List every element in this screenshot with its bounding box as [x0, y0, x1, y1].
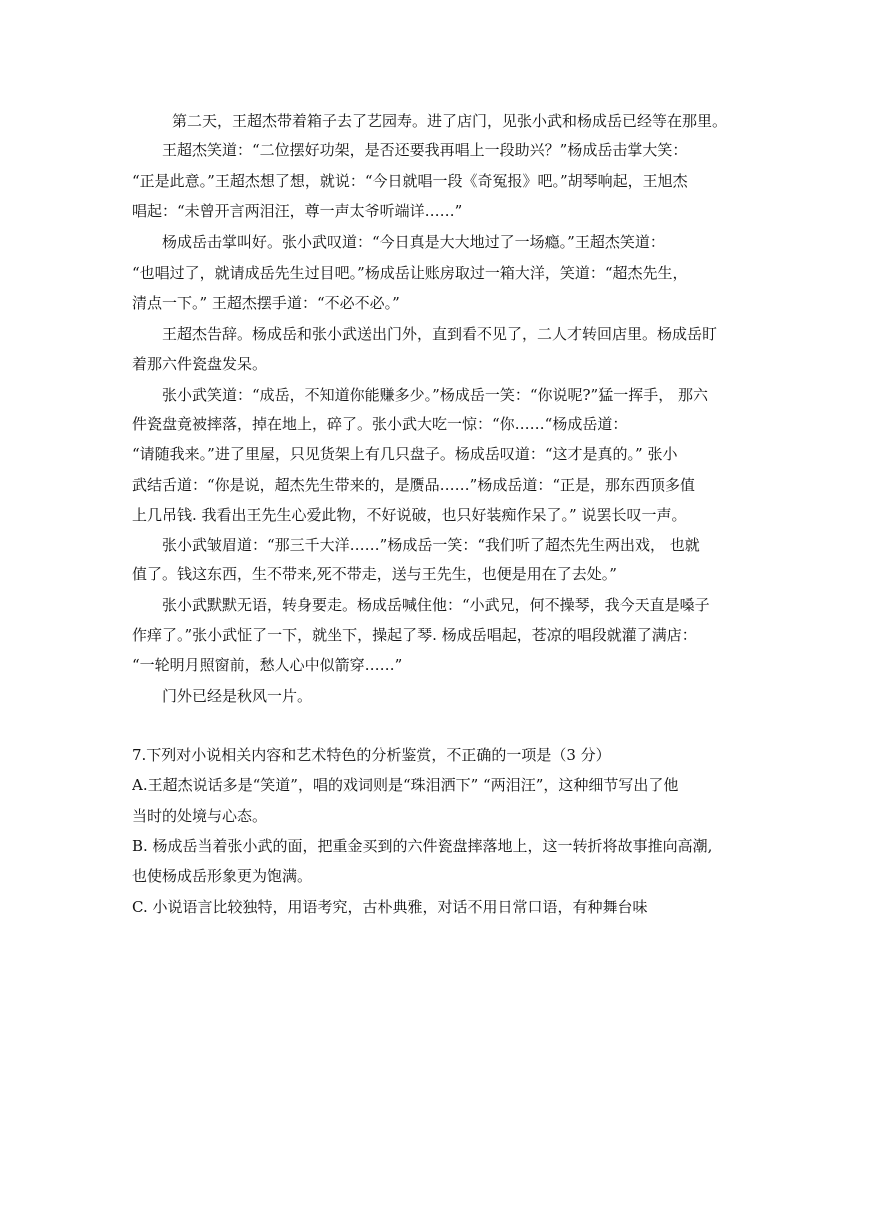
passage-line: 清点一下。” 王超杰摆手道：“不必不必。”	[132, 294, 400, 312]
option-b-continuation: 也使杨成岳形象更为饱满。	[132, 867, 313, 885]
passage-line: 张小武皱眉道：“那三千大洋……”杨成岳一笑：“我们听了超杰先生两出戏， 也就	[162, 536, 700, 554]
question-stem: 7.下列对小说相关内容和艺术特色的分析鉴赏，不正确的一项是（3 分）	[132, 746, 611, 764]
passage-line: 门外已经是秋风一片。	[162, 687, 313, 705]
option-c: C. 小说语言比较独特，用语考究，古朴典雅，对话不用日常口语，有种舞台味	[132, 898, 648, 916]
passage-line: 唱起：“未曾开言两泪汪，尊一声太爷听端详……”	[132, 202, 463, 220]
passage-line: 第二天，王超杰带着箱子去了艺园寿。进了店门，见张小武和杨成岳已经等在那里。	[172, 112, 728, 130]
option-b: B. 杨成岳当着张小武的面，把重金买到的六件瓷盘摔落地上，这一转折将故事推向高潮,	[132, 837, 713, 855]
passage-line: 武结舌道：“你是说，超杰先生带来的，是赝品……”杨成岳道：“正是，那东西顶多值	[132, 476, 696, 494]
passage-line: “请随我来。”进了里屋，只见货架上有几只盘子。杨成岳叹道：“这才是真的。” 张小	[132, 445, 678, 463]
passage-line: 杨成岳击掌叫好。张小武叹道：“今日真是大大地过了一场瘾。”王超杰笑道：	[162, 233, 665, 251]
passage-line: 张小武默默无语，转身要走。杨成岳喊住他：“小武兄，何不操琴，我今天直是嗓子	[162, 596, 710, 614]
option-a: A.王超杰说话多是“笑道”，唱的戏词则是“珠泪洒下” “两泪汪”，这种细节写出了他	[132, 776, 679, 794]
option-a-continuation: 当时的处境与心态。	[132, 807, 268, 825]
passage-line: 件瓷盘竟被摔落，掉在地上，碎了。张小武大吃一惊：“你……“杨成岳道：	[132, 415, 628, 433]
passage-line: 王超杰告辞。杨成岳和张小武送出门外，直到看不见了，二人才转回店里。杨成岳盯	[162, 325, 718, 343]
passage-line: 上几吊钱. 我看出王先生心爱此物，不好说破，也只好装痴作呆了。” 说罢长叹一声。	[132, 506, 687, 524]
passage-line: 王超杰笑道：“二位摆好功架，是否还要我再唱上一段助兴？”杨成岳击掌大笑：	[162, 141, 688, 159]
passage-line: 着那六件瓷盘发呆。	[132, 355, 268, 373]
passage-line: 作痒了。”张小武怔了一下，就坐下，操起了琴. 杨成岳唱起，苍凉的唱段就灌了满店：	[132, 626, 697, 644]
passage-line: “也唱过了，就请成岳先生过目吧。”杨成岳让账房取过一箱大洋，笑道：“超杰先生，	[132, 264, 688, 282]
passage-line: 张小武笑道：“成岳，不知道你能赚多少。”杨成岳一笑：“你说呢?”猛一挥手， 那六	[162, 386, 708, 404]
passage-line: “正是此意。”王超杰想了想，就说：“今日就唱一段《奇冤报》吧。”胡琴响起，王旭杰	[132, 172, 688, 190]
passage-line: “一轮明月照窗前，愁人心中似箭穿……”	[132, 656, 403, 674]
passage-line: 值了。钱这东西，生不带来,死不带走，送与王先生，也便是用在了去处。”	[132, 565, 617, 583]
